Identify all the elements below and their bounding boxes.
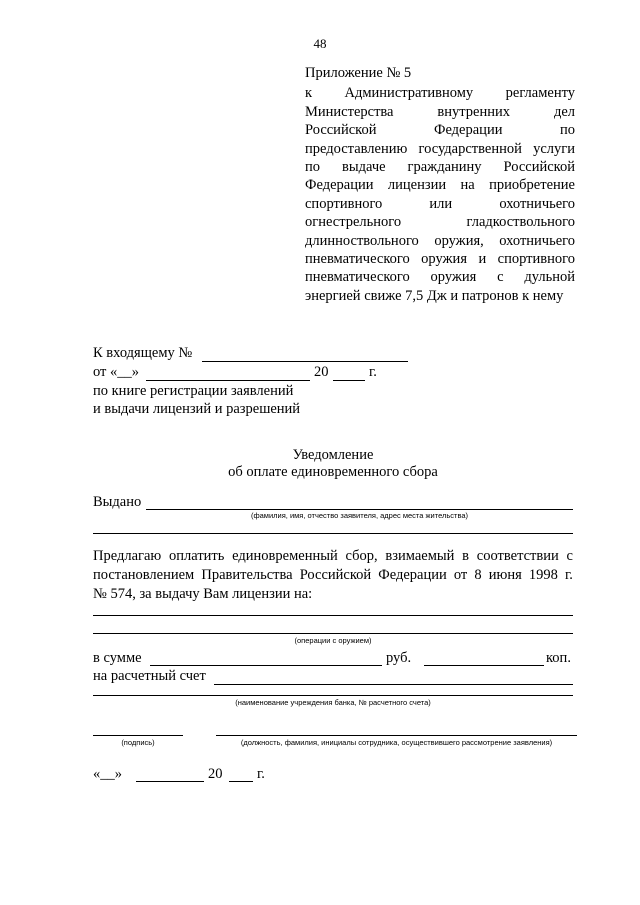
appendix-text: [305, 84, 575, 305]
issued-line[interactable]: [146, 509, 573, 510]
appendix-word: гражданину: [407, 159, 482, 176]
appendix-line: [305, 268, 575, 286]
incoming-date-year: 20: [314, 364, 329, 380]
appendix-word: Федерации: [305, 177, 374, 194]
appendix-word: регламенту: [505, 85, 575, 102]
appendix-line: [305, 232, 575, 250]
operation-line-1[interactable]: [93, 615, 573, 616]
appendix-word: или: [429, 195, 453, 212]
incoming-date-suffix: г.: [369, 364, 377, 380]
appendix-line: [305, 195, 575, 213]
appendix-word: охотничьего: [499, 195, 575, 212]
appendix-word: с: [497, 269, 504, 286]
appendix-word: охотничьего: [499, 232, 575, 249]
body-word: с: [566, 548, 573, 564]
appendix-word: дульной: [524, 269, 575, 286]
final-year-line[interactable]: [229, 781, 253, 782]
incoming-book-line: по книге регистрации заявлений: [93, 383, 294, 399]
appendix-word: государственной: [418, 140, 522, 157]
body-word: в: [462, 548, 470, 564]
operations-hint: (операции с оружием): [294, 636, 372, 645]
appendix-word: длинноствольного: [305, 232, 419, 249]
appendix-title: Приложение № 5: [305, 65, 412, 81]
appendix-word: по: [559, 122, 575, 139]
appendix-word: Федерации: [433, 122, 503, 139]
incoming-date-prefix: от «__»: [93, 364, 140, 380]
appendix-word: спортивного: [305, 195, 383, 212]
issued-line-2[interactable]: [93, 533, 573, 534]
notice-subtitle: об оплате единовременного сбора: [228, 464, 438, 480]
appendix-line: [305, 121, 575, 139]
final-date-line[interactable]: [136, 781, 204, 782]
body-word: г.: [565, 567, 573, 583]
appendix-word: огнестрельного: [305, 214, 402, 231]
incoming-year-line[interactable]: [333, 380, 365, 381]
issued-hint: (фамилия, имя, отчество заявителя, адрес места жительства): [250, 511, 469, 520]
body-word: постановлением: [93, 567, 195, 583]
appendix-word: дел: [553, 103, 575, 120]
body-text-line-2: [93, 567, 573, 584]
position-line[interactable]: [216, 735, 577, 736]
page-number: 48: [313, 36, 327, 51]
incoming-number-label: К входящему №: [93, 345, 193, 361]
appendix-line: [305, 140, 575, 158]
appendix-word: Российской: [503, 159, 575, 176]
sum-rub-line[interactable]: [150, 665, 382, 666]
body-text-line-3: № 574, за выдачу Вам лицензии на:: [93, 586, 313, 602]
notice-title: Уведомление: [292, 447, 374, 463]
incoming-issue-line: и выдачи лицензий и разрешений: [93, 401, 301, 417]
appendix-word: спортивного: [497, 251, 575, 268]
account-line[interactable]: [214, 684, 573, 685]
body-word: сбор,: [345, 548, 378, 564]
appendix-line: [305, 103, 575, 121]
body-word: 8: [474, 567, 482, 583]
signature-line[interactable]: [93, 735, 183, 736]
appendix-line: [305, 84, 575, 102]
appendix-word: к: [305, 85, 313, 102]
final-date-prefix: «__»: [93, 766, 122, 782]
final-date-year: 20: [208, 766, 223, 782]
appendix-word: и: [478, 251, 487, 268]
appendix-word: выдаче: [342, 159, 386, 176]
signature-hint: (подпись): [121, 738, 155, 747]
sum-label: в сумме: [93, 650, 142, 666]
incoming-number-line[interactable]: [202, 361, 408, 362]
body-word: единовременный: [232, 548, 338, 564]
body-word: Правительства: [201, 567, 293, 583]
appendix-word: Министерства: [305, 103, 394, 120]
account-line-2[interactable]: [93, 695, 573, 696]
appendix-word: гладкоствольного: [466, 214, 575, 231]
operation-line-2[interactable]: [93, 633, 573, 634]
appendix-line: [305, 176, 575, 194]
appendix-word: пневматического: [305, 251, 410, 268]
body-text-line-1: [93, 548, 573, 565]
account-hint: (наименование учреждения банка, № расчетного счета): [235, 698, 431, 707]
appendix-word: предоставлению: [305, 140, 408, 157]
appendix-word: энергией свиже 7,5 Дж и патронов к нему: [305, 287, 564, 304]
sum-rub-label: руб.: [386, 650, 412, 666]
appendix-line: [305, 158, 575, 176]
appendix-word: приобретение: [489, 177, 575, 194]
appendix-word: оружия,: [434, 232, 484, 249]
body-word: оплатить: [169, 548, 225, 564]
body-word: соответствии: [476, 548, 559, 564]
position-hint: (должность, фамилия, инициалы сотрудника, осуществившего рассмотрение заявления): [240, 738, 553, 747]
issued-label: Выдано: [93, 494, 142, 510]
appendix-line: [305, 287, 575, 305]
appendix-line: [305, 213, 575, 231]
body-word: Российской: [299, 567, 372, 583]
appendix-word: на: [460, 177, 475, 194]
sum-kop-line[interactable]: [424, 665, 544, 666]
body-word: июня: [488, 567, 522, 583]
body-word: от: [453, 567, 468, 583]
appendix-word: внутренних: [437, 103, 511, 120]
incoming-date-line[interactable]: [146, 380, 310, 381]
appendix-word: Административному: [344, 85, 474, 102]
account-label: на расчетный счет: [93, 668, 206, 684]
appendix-word: по: [305, 159, 321, 176]
body-word: Федерации: [378, 567, 447, 583]
body-word: взимаемый: [385, 548, 455, 564]
body-word: 1998: [528, 567, 558, 583]
final-date-suffix: г.: [257, 766, 265, 782]
appendix-word: пневматического: [305, 269, 410, 286]
appendix-word: лицензии: [387, 177, 447, 194]
appendix-word: услуги: [533, 140, 575, 157]
appendix-word: оружия: [430, 269, 477, 286]
appendix-word: Российской: [305, 122, 377, 139]
appendix-header: [305, 64, 575, 305]
appendix-line: [305, 250, 575, 268]
appendix-word: оружия: [421, 251, 467, 268]
sum-kop-label: коп.: [546, 650, 571, 666]
body-word: Предлагаю: [93, 548, 162, 564]
